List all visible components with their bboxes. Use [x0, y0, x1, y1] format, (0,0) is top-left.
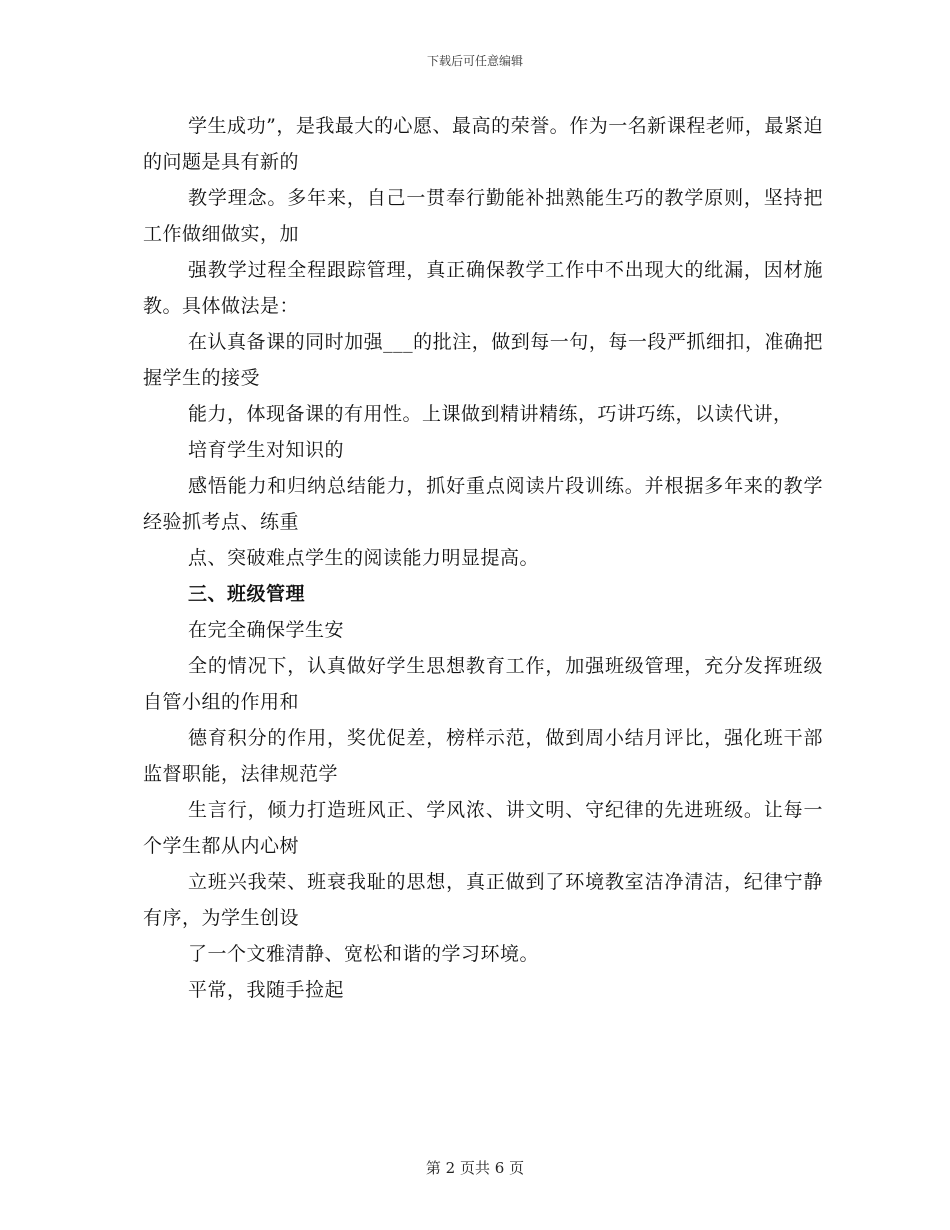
paragraph: 了一个文雅清静、宽松和谐的学习环境。 — [188, 943, 540, 965]
paragraph: 学生成功”，是我最大的心愿、最高的荣誉。作为一名新课程老师，最紧迫的问题是具有新的 — [143, 115, 823, 173]
paragraph: 培育学生对知识的 — [188, 439, 345, 461]
paragraph: 德育积分的作用，奖优促差，榜样示范，做到周小结月评比，强化班干部监督职能，法律规范学 — [143, 727, 823, 785]
paragraph: 感悟能力和归纳总结能力，抓好重点阅读片段训练。并根据多年来的教学经验抓考点、练重 — [143, 475, 823, 533]
paragraph: 能力，体现备课的有用性。上课做到精讲精练，巧讲巧练，以读代讲， — [188, 403, 793, 425]
paragraph: 点、突破难点学生的阅读能力明显提高。 — [188, 547, 540, 569]
paragraph: 生言行，倾力打造班风正、学风浓、讲文明、守纪律的先进班级。让每一个学生都从内心树 — [143, 799, 823, 857]
paragraph: 平常，我随手捡起 — [188, 979, 345, 1001]
paragraph: 在认真备课的同时加强___的批注，做到每一句，每一段严抓细扣，准确把握学生的接受 — [143, 331, 823, 389]
page-header: 下载后可任意编辑 — [426, 54, 523, 68]
section-heading: 三、班级管理 — [188, 583, 306, 605]
document-body — [143, 108, 823, 1008]
paragraph: 在完全确保学生安 — [188, 619, 345, 641]
paragraph: 强教学过程全程跟踪管理，真正确保教学工作中不出现大的纰漏，因材施教。具体做法是： — [143, 259, 823, 317]
page-number-footer: 第 2 页共 6 页 — [425, 1159, 525, 1177]
paragraph: 教学理念。多年来，自己一贯奉行勤能补拙熟能生巧的教学原则，坚持把工作做细做实，加 — [143, 187, 823, 245]
paragraph: 立班兴我荣、班衰我耻的思想，真正做到了环境教室洁净清洁，纪律宁静有序，为学生创设 — [143, 871, 823, 929]
paragraph: 全的情况下，认真做好学生思想教育工作，加强班级管理，充分发挥班级自管小组的作用和 — [143, 655, 823, 713]
